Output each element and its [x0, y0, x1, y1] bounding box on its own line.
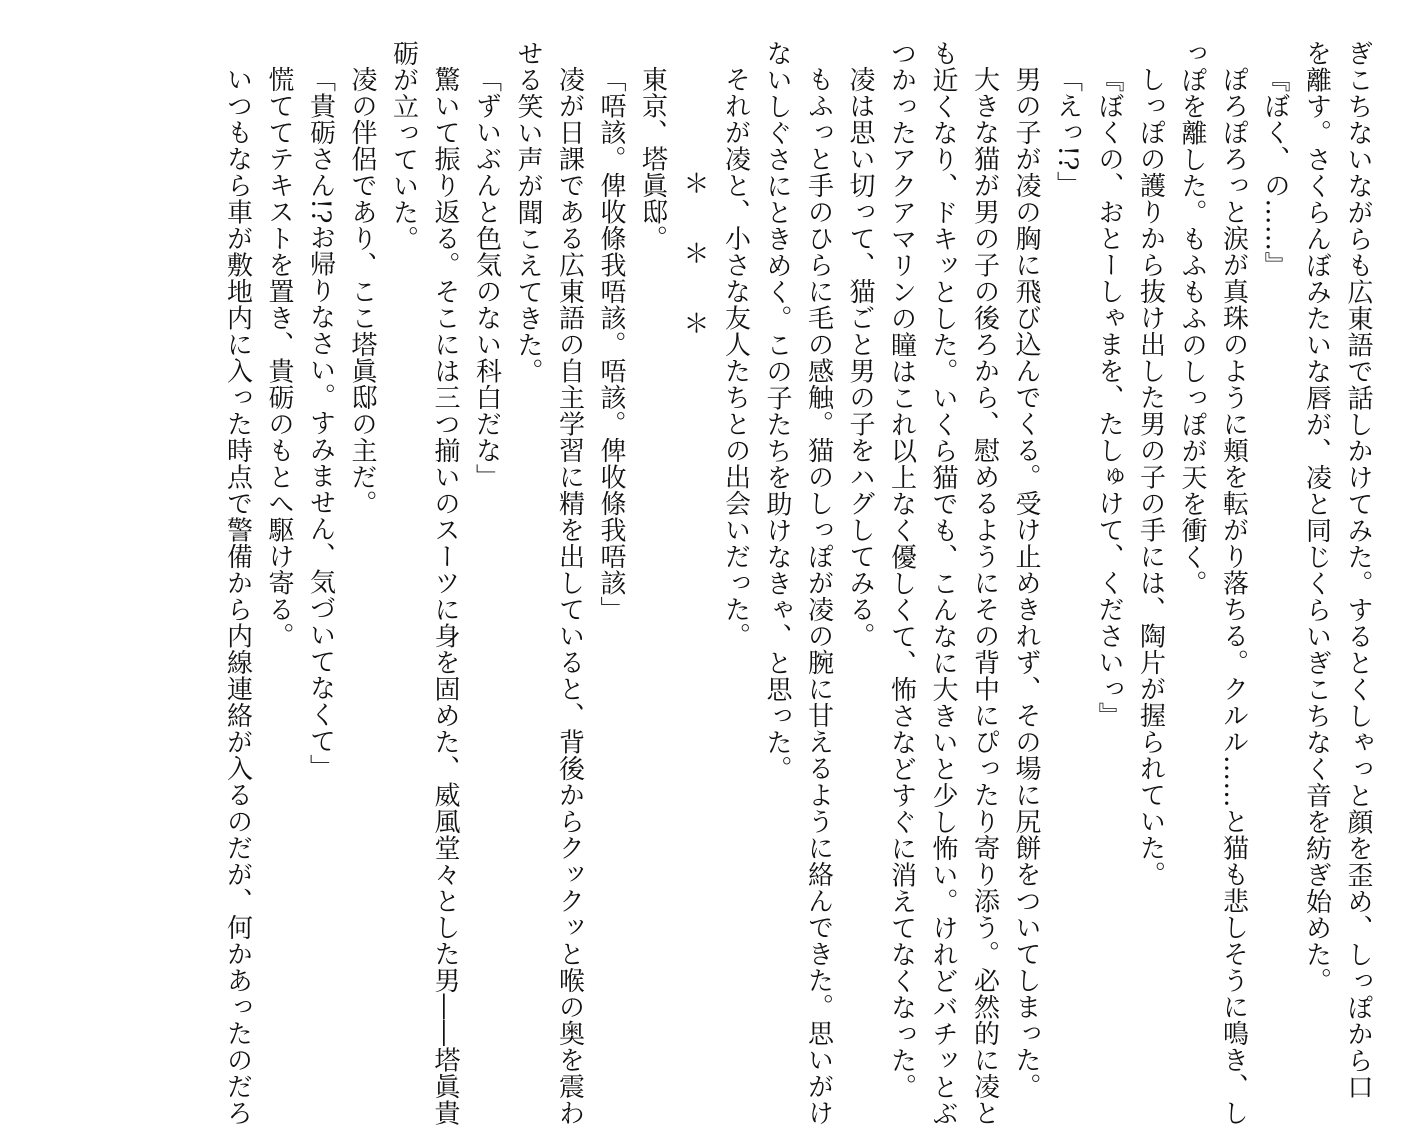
- text-line: 「えっ!?」: [1052, 66, 1083, 198]
- text-line: 『ぼく、の……』: [1260, 66, 1290, 278]
- text-line: ぎこちないながらも広東語で話しかけてみた。するとくしゃっと顔を歪め、しっぽから口: [1343, 40, 1373, 1100]
- text-line: 凌の伴侶であり、ここ塔眞邸の主だ。: [347, 66, 377, 517]
- text-line: いつもなら車が敷地内に入った時点で警備から内線連絡が入るのだが、何かあったのだろ: [222, 66, 253, 1126]
- text-line: つかったアクアマリンの瞳はこれ以上なく優しくて、怖さなどすぐに消えてなくなった。: [886, 40, 917, 1100]
- text-line: 「貴砺さん!?お帰りなさい。すみません、気づいてなくて」: [305, 66, 336, 781]
- text-line: 男の子が凌の胸に飛び込んでくる。受け止めきれず、その場に尻餅をついてしまった。: [1011, 66, 1041, 1100]
- text-line: もふっと手のひらに毛の感触。猫のしっぽが凌の腕に甘えるように絡んできた。思いがけ: [803, 66, 834, 1126]
- text-line: ないしぐさにときめく。この子たちを助けなきゃ、と思った。: [762, 40, 792, 782]
- text-line: 「唔該。俾收條我唔該。唔該。俾收條我唔該」: [596, 66, 626, 623]
- text-line: 砺が立っていた。: [388, 40, 419, 252]
- text-line: を離す。さくらんぼみたいな唇が、凌と同じくらいぎこちなく音を紡ぎ始めた。: [1301, 40, 1332, 994]
- text-line: 『ぼくの、おとーしゃまを、たしゅけて、くださいっ』: [1094, 66, 1124, 729]
- text-line: 慌ててテキストを置き、貴砺のもとへ駆け寄る。: [264, 66, 294, 649]
- text-line: 驚いて振り返る。そこには三つ揃いのスーツに身を固めた、威風堂々とした男――塔眞貴: [430, 66, 460, 1126]
- text-line: っぽを離した。もふもふのしっぽが天を衝く。: [1177, 40, 1207, 597]
- text-line: 「ずいぶんと色気のない科白だな」: [471, 66, 502, 490]
- text-line: 大きな猫が男の子の後ろから、慰めるようにその背中にぴったり寄り添う。必然的に凌と: [969, 66, 1000, 1126]
- text-line: 凌が日課である広東語の自主学習に精を出していると、背後からクックッと喉の奥を震わ: [554, 66, 585, 1126]
- text-line: も近くなり、ドキッとした。いくら猫でも、こんなに大きいと少し怖い。けれどバチッとぶ: [928, 40, 958, 1127]
- text-line: 東京、塔眞邸。: [637, 66, 668, 252]
- text-line: ぽろぽろっと涙が真珠のように頬を転がり落ちる。クルル……と猫も悲しそうに鳴き、し: [1218, 66, 1249, 1126]
- text-line: せる笑い声が聞こえてきた。: [513, 40, 543, 385]
- vertical-text-block: [38, 40, 1378, 1127]
- scene-break-asterisks: ＊＊＊: [679, 170, 709, 380]
- closing-line: それが凌と、小さな友人たちとの出会いだった。: [720, 66, 751, 649]
- text-line: 凌は思い切って、猫ごと男の子をハグしてみる。: [845, 66, 875, 649]
- text-line: しっぽの護りから抜け出した男の子の手には、陶片が握られていた。: [1135, 66, 1166, 888]
